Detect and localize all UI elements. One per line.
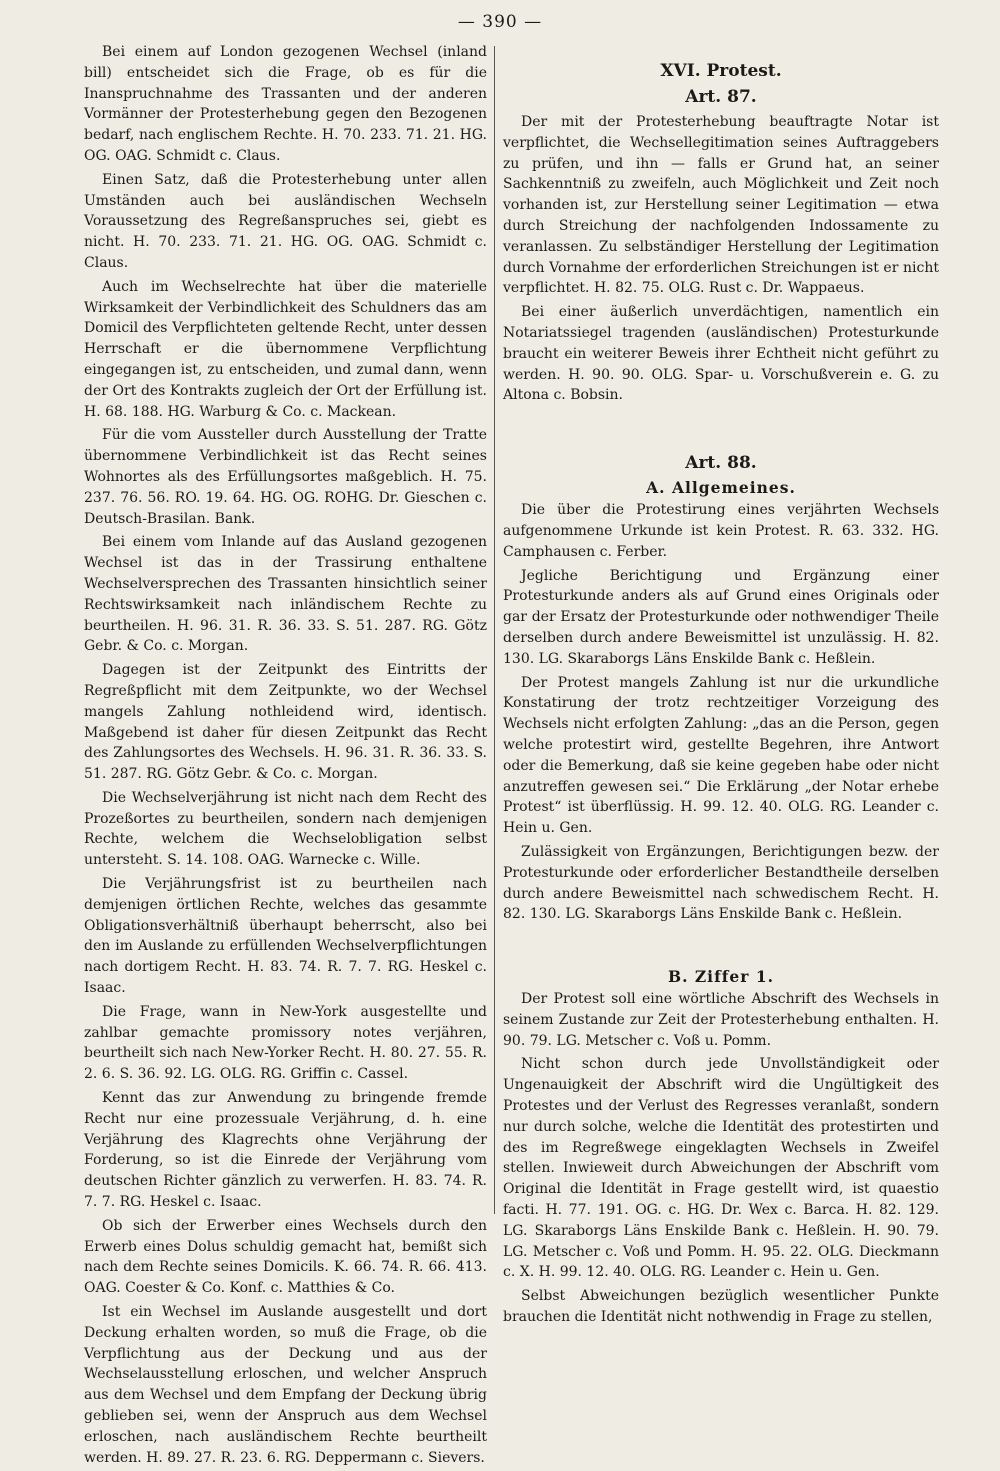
paragraph: Selbst Abweichungen bezüglich wesentlicher Punkte brauchen die Identität nicht nothwendig in Frage zu stellen, <box>503 1288 939 1326</box>
paragraph: Nicht schon durch jede Unvollständigkeit oder Ungenauigkeit der Abschrift wird die Ungültigkeit des Protestes und der Verlust des Regresses veranlaßt, sondern nur durch solche, welche die Identität des protestirten und des im Regreßwege eingeklagten Wechsels in Zweifel stellen. Inwieweit durch Abweichungen der Abschrift vom Original die Identität in Frage gestellt wird, ist quaestio facti. H. 77. 191. OG. c. HG. Dr. Wex c. Barca. H. 82. 129. LG. Skaraborgs Läns Enskilde Bank c. Heßlein. H. 90. 79. LG. Metscher c. Voß und Pomm. H. 95. 22. OLG. Dieckmann c. X. H. 99. 12. 40. OLG. RG. Leander c. Hein u. Gen. <box>503 1056 939 1281</box>
paragraph: Jegliche Berichtigung und Ergänzung einer Protesturkunde anders als auf Grund eines Originals oder gar der Ersatz der Protesturkunde oder nothwendiger Theile derselben durch andere Beweismittel ist unzulässig. H. 82. 130. LG. Skaraborgs Läns Enskilde Bank c. Heßlein. <box>503 567 939 667</box>
article-heading: Art. 88. <box>685 453 757 474</box>
paragraph: Der Protest mangels Zahlung ist nur die urkundliche Konstatirung der trotz rechtzeitiger Vorzeigung des Wechsels nicht erfolgten Zahlung: „das an die Person, gegen welche protestirt wird, gestellte Begehren, ihre Antwort oder die Bemerkung, daß sie keine gegeben habe oder nicht anzutreffen gewesen sei.“ Die Erklärung „der Notar erhebe Protest“ ist überflüssig. H. 99. 12. 40. OLG. RG. Leander c. Hein u. Gen. <box>503 674 939 837</box>
paragraph: Die über die Protestirung eines verjährten Wechsels aufgenommene Urkunde ist kein Protest. R. 63. 332. HG. Camphausen c. Ferber. <box>503 502 939 560</box>
paragraph: Die Frage, wann in New-York ausgestellte und zahlbar gemachte promissory notes verjähren, beurtheilt sich nach New-Yorker Recht. H. 80. 27. 55. R. 2. 6. S. 36. 92. LG. OLG. RG. Griffin c. Cassel. <box>84 1003 487 1083</box>
article-heading: Art. 87. <box>685 87 757 107</box>
paragraph: Ist ein Wechsel im Auslande ausgestellt und dort Deckung erhalten worden, so muß die Frage, ob die Verpflichtung aus der Deckung und aus der Wechselausstellung erloschen, und welcher Anspruch aus dem Wechsel und dem Empfang der Deckung übrig geblieben sei, wenn der Anspruch aus dem Wechsel erloschen, nach ausländischem Rechte beurtheilt werden. H. 89. 27. R. 23. 6. RG. Deppermann c. Sievers. <box>84 1304 487 1466</box>
section-title: XVI. Protest. <box>660 61 782 81</box>
subsection-heading: B. Ziffer 1. <box>667 967 775 987</box>
right-column <box>503 42 939 1331</box>
paragraph: Die Verjährungsfrist ist zu beurtheilen nach demjenigen örtlichen Rechte, welches das gesammte Obligationsverhältniß überhaupt beherrscht, also bei den im Auslande zu erfüllenden Wechselverpflichtungen nach dortigem Recht. H. 83. 74. R. 7. 7. RG. Heskel c. Isaac. <box>84 876 487 997</box>
paragraph: Für die vom Aussteller durch Ausstellung der Tratte übernommene Verbindlichkeit ist das Recht seines Wohnortes als des Erfüllungsortes maßgeblich. H. 75. 237. 76. 56. RO. 19. 64. HG. OG. ROHG. Dr. Gieschen c. Deutsch-Brasilan. Bank. <box>84 427 487 527</box>
column-divider <box>494 46 495 1214</box>
subsection-heading: A. Allgemeines. <box>646 478 796 498</box>
paragraph: Ob sich der Erwerber eines Wechsels durch den Erwerb eines Dolus schuldig gemacht hat, bemißt sich nach dem Rechte seines Domicils. K. 66. 74. R. 66. 413. OAG. Coester & Co. Konf. c. Matthies & Co. <box>84 1217 487 1297</box>
paragraph: Bei einer äußerlich unverdächtigen, namentlich ein Notariatssiegel tragenden (ausländischen) Protesturkunde braucht ein weiterer Beweis ihrer Echtheit nicht geführt zu werden. H. 90. 90. OLG. Spar- u. Vorschußverein e. G. zu Altona c. Bobsin. <box>503 304 939 404</box>
page-number: — 390 — <box>457 12 543 32</box>
paragraph: Auch im Wechselrechte hat über die materielle Wirksamkeit der Verbindlichkeit des Schuldners das am Domicil des Verpflichteten geltende Recht, unter dessen Herrschaft er die übernommene Verpflichtung eingegangen ist, zu entscheiden, und zumal dann, wenn der Ort des Kontrakts zugleich der Ort der Erfüllung ist. H. 68. 188. HG. Warburg & Co. c. Mackean. <box>84 278 487 420</box>
paragraph: Dagegen ist der Zeitpunkt des Eintritts der Regreßpflicht mit dem Zeitpunkte, wo der Wechsel mangels Zahlung nothleidend wird, identisch. Maßgebend ist daher für diesen Zeitpunkt das Recht des Zahlungsortes des Wechsels. H. 96. 31. R. 36. 33. S. 51. 287. RG. Götz Gebr. & Co. c. Morgan. <box>84 662 487 783</box>
paragraph: Bei einem vom Inlande auf das Ausland gezogenen Wechsel ist das in der Trassirung enthaltene Wechselversprechen des Trassanten hinsichtlich seiner Rechtswirksamkeit nach inländischem Rechte zu beurtheilen. H. 96. 31. R. 36. 33. S. 51. 287. RG. Götz Gebr. & Co. c. Morgan. <box>84 534 487 655</box>
paragraph: Der mit der Protesterhebung beauftragte Notar ist verpflichtet, die Wechsellegitimation seines Auftraggebers zu prüfen, und ihn — falls er Grund hat, an seiner Sachkenntniß zu zweifeln, auch Möglichkeit und Zeit noch vorhanden ist, zur Herstellung seiner Legitimation — etwa durch Streichung der nachfolgenden Indossamente zu veranlassen. Zu selbständiger Herstellung der Legitimation durch Vornahme der erforderlichen Streichungen ist er nicht verpflichtet. H. 82. 75. OLG. Rust c. Dr. Wappaeus. <box>503 114 939 297</box>
paragraph: Einen Satz, daß die Protesterhebung unter allen Umständen auch bei ausländischen Wechseln Voraussetzung des Regreßanspruches sei, giebt es nicht. H. 70. 233. 71. 21. HG. OG. OAG. Schmidt c. Claus. <box>84 171 487 271</box>
paragraph: Kennt das zur Anwendung zu bringende fremde Recht nur eine prozessuale Verjährung, d. h. eine Verjährung des Klagrechts ohne Verjährung der Forderung, so ist die Einrede der Verjährung vom deutschen Richter gänzlich zu verwerfen. H. 83. 74. R. 7. 7. RG. Heskel c. Isaac. <box>84 1090 487 1211</box>
left-column <box>84 42 487 1471</box>
paragraph: Bei einem auf London gezogenen Wechsel (inland bill) entscheidet sich die Frage, ob es für die Inanspruchnahme des Trassanten und der anderen Vormänner der Protesterhebung gegen den Bezogenen bedarf, nach englischem Rechte. H. 70. 233. 71. 21. HG. OG. OAG. Schmidt c. Claus. <box>84 44 487 164</box>
paragraph: Die Wechselverjährung ist nicht nach dem Recht des Prozeßortes zu beurtheilen, sondern nach demjenigen Rechte, welchem die Wechselobligation selbst untersteht. S. 14. 108. OAG. Warnecke c. Wille. <box>84 789 487 869</box>
paragraph: Zulässigkeit von Ergänzungen, Berichtigungen bezw. der Protesturkunde oder erforderlicher Bestandtheile derselben durch andere Beweismittel nach schwedischem Recht. H. 82. 130. LG. Skaraborgs Läns Enskilde Bank c. Heßlein. <box>503 843 939 923</box>
paragraph: Der Protest soll eine wörtliche Abschrift des Wechsels in seinem Zustande zur Zeit der Protesterhebung enthalten. H. 90. 79. LG. Metscher c. Voß u. Pomm. <box>503 991 939 1049</box>
